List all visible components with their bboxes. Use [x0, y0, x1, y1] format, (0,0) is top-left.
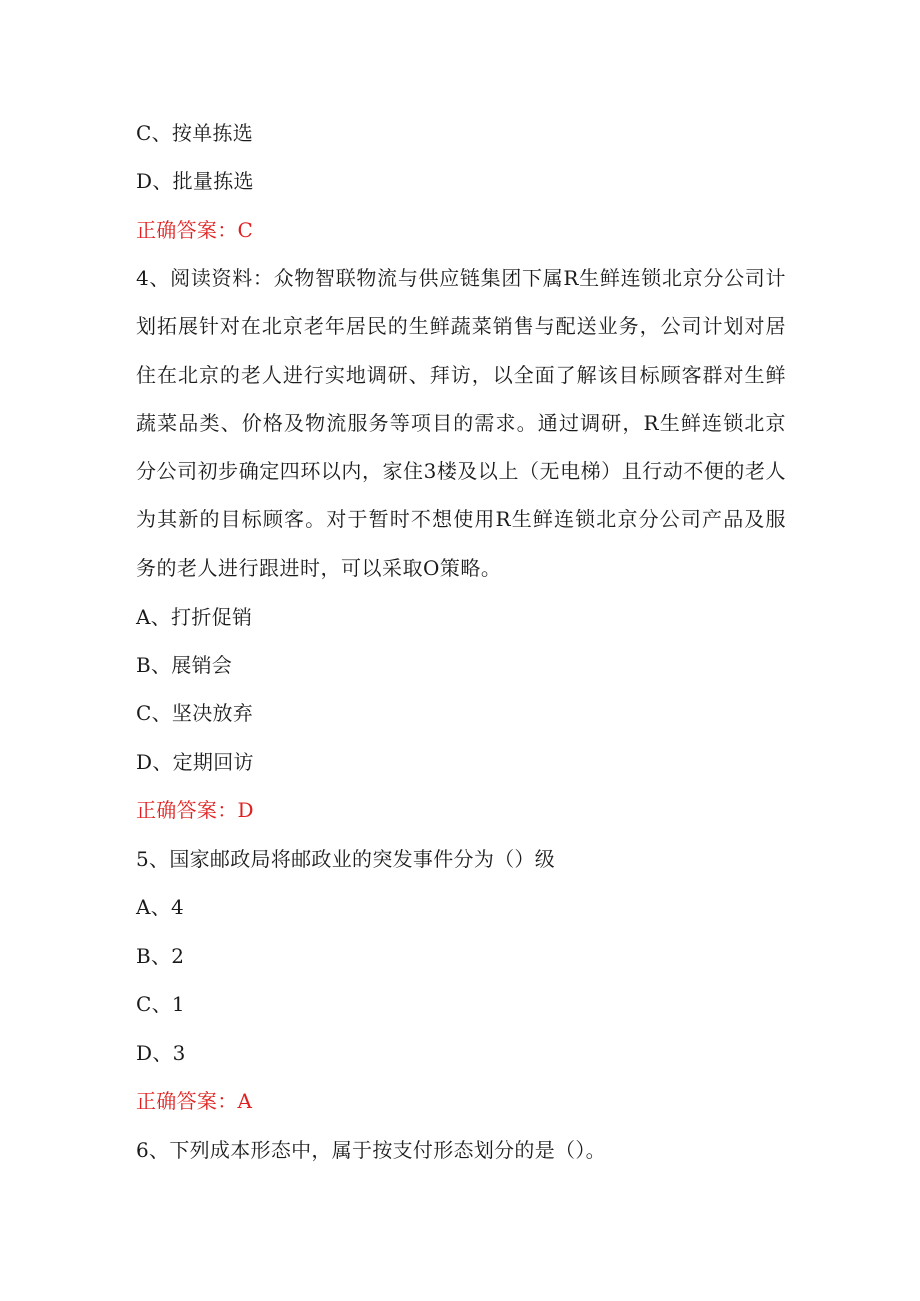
option-q4-b: B、展销会	[136, 653, 233, 677]
question-4-stem: 4、阅读资料：众物智联物流与供应链集团下属R生鲜连锁北京分公司计划拓展针对在北京老年居民的生鲜蔬菜销售与配送业务，公司计划对居住在北京的老人进行实地调研、拜访，以全面了解该目标顾客群对生鲜蔬菜品类、价格及物流服务等项目的需求。通过调研，R生鲜连锁北京分公司初步确定四环以内，家住3楼及以上（无电梯）且行动不便的老人为其新的目标顾客。对于暂时不想使用R生鲜连锁北京分公司产品及服务的老人进行跟进时，可以采取O策略。	[136, 266, 786, 580]
option-q4-d: D、定期回访	[136, 750, 254, 774]
option-q5-c: C、1	[136, 992, 185, 1016]
option-q5-b: B、2	[136, 944, 185, 968]
option-q4-c: C、坚决放弃	[136, 701, 254, 725]
option-q5-a: A、4	[136, 895, 185, 919]
answer-q5: 正确答案：A	[136, 1089, 253, 1113]
question-5-stem: 5、国家邮政局将邮政业的突发事件分为（）级	[136, 847, 556, 871]
option-q3-c: C、按单拣选	[136, 121, 254, 145]
question-6-stem: 6、下列成本形态中，属于按支付形态划分的是（）。	[136, 1138, 606, 1162]
answer-q3: 正确答案：C	[136, 218, 254, 242]
option-q4-a: A、打折促销	[136, 605, 253, 629]
option-q3-d: D、批量拣选	[136, 169, 254, 193]
option-q5-d: D、3	[136, 1041, 186, 1065]
answer-q4: 正确答案：D	[136, 798, 254, 822]
